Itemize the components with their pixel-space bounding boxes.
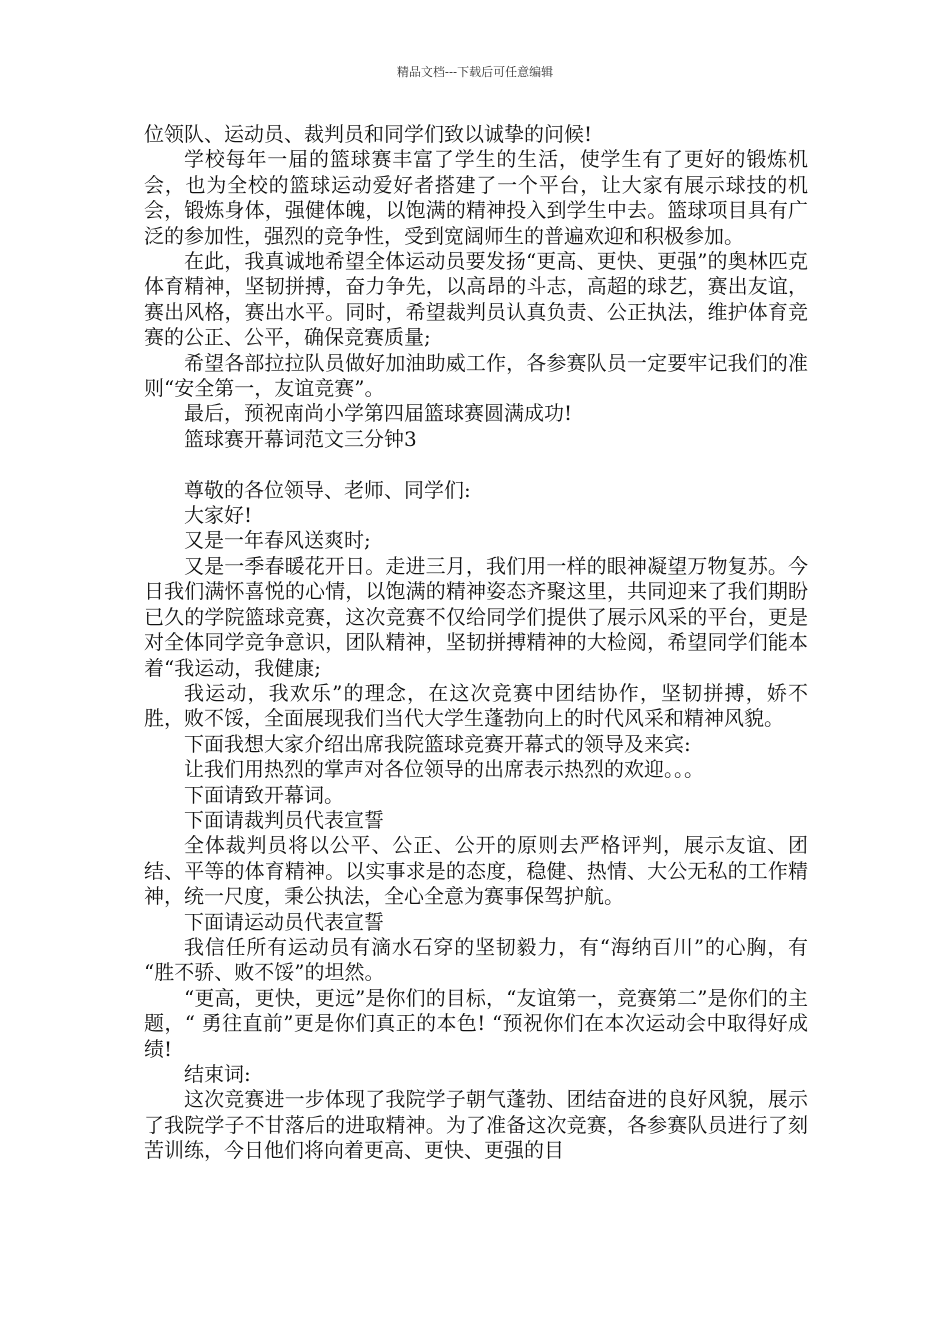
- paragraph: 我信任所有运动员有滴水石穿的坚韧毅力，有“海纳百川”的心胸，有 “胜不骄、败不馁”的坦然。: [144, 934, 808, 985]
- paragraph: 让我们用热烈的掌声对各位领导的出席表示热烈的欢迎。。。: [184, 757, 704, 782]
- paragraph: 又是一年春风送爽时;: [184, 528, 371, 553]
- paragraph: 全体裁判员将以公平、公正、公开的原则去严格评判，展示友谊、团结、平等的体育精神。以实事求是的态度，稳健、热情、大公无私的工作精神，统一尺度，秉公执法，全心全意为赛事保驾护航。: [144, 833, 808, 909]
- paragraph: 下面我想大家介绍出席我院篮球竞赛开幕式的领导及来宾:: [184, 731, 691, 756]
- paragraph: “更高，更快，更远”是你们的目标，“友谊第一，竞赛第二”是你们的主题，“ 勇往直前”更是你们真正的本色! “预祝你们在本次运动会中取得好成绩!: [144, 985, 808, 1061]
- paragraph: 下面请裁判员代表宣誓: [184, 807, 384, 832]
- salutation: 尊敬的各位领导、老师、同学们:: [184, 477, 471, 502]
- paragraph: 最后，预祝南尚小学第四届篮球赛圆满成功!: [184, 401, 573, 426]
- paragraph: 希望各部拉拉队员做好加油助威工作，各参赛队员一定要牢记我们的准则“安全第一，友谊竞赛”。: [144, 350, 808, 401]
- paragraph: 在此，我真诚地希望全体运动员要发扬“更高、更快、更强”的奥林匹克体育精神，坚韧拼搏，奋力争先，以高昂的斗志，高超的球艺，赛出友谊，赛出风格，赛出水平。同时，希望裁判员认真负责、公正执法，维护体育竞赛的公正、公平，确保竞赛质量;: [144, 249, 808, 350]
- paragraph: 位领队、运动员、裁判员和同学们致以诚挚的问候!: [144, 122, 593, 146]
- greeting: 大家好!: [184, 503, 253, 528]
- paragraph: 下面请运动员代表宣誓: [184, 909, 384, 934]
- paragraph: 我运动，我欢乐”的理念，在这次竞赛中团结协作，坚韧拼搏，娇不胜，败不馁，全面展现我们当代大学生蓬勃向上的时代风采和精神风貌。: [144, 680, 808, 731]
- document-body: [144, 122, 808, 1164]
- blank-line: [144, 452, 808, 477]
- paragraph: 结束词:: [184, 1062, 251, 1087]
- paragraph: 学校每年一届的篮球赛丰富了学生的生活，使学生有了更好的锻炼机会，也为全校的篮球运动爱好者搭建了一个平台，让大家有展示球技的机会，锻炼身体，强健体魄，以饱满的精神投入到学生中去。篮球项目具有广泛的参加性，强烈的竞争性，受到宽阔师生的普遍欢迎和积极参加。: [144, 147, 808, 248]
- page-header: 精品文档---下载后可任意编辑: [396, 65, 554, 79]
- paragraph: 又是一季春暖花开日。走进三月，我们用一样的眼神凝望万物复苏。今日我们满怀喜悦的心情，以饱满的精神姿态齐聚这里，共同迎来了我们期盼已久的学院篮球竞赛，这次竞赛不仅给同学们提供了展示风采的平台，更是对全体同学竞争意识，团队精神，坚韧拼搏精神的大检阅，希望同学们能本着“我运动，我健康;: [144, 553, 808, 680]
- paragraph: 下面请致开幕词。: [184, 782, 344, 807]
- paragraph: 这次竞赛进一步体现了我院学子朝气蓬勃、团结奋进的良好风貌，展示了我院学子不甘落后的进取精神。为了准备这次竞赛，各参赛队员进行了刻苦训练，今日他们将向着更高、更快、更强的目: [144, 1087, 808, 1163]
- section-title: 篮球赛开幕词范文三分钟3: [184, 426, 417, 451]
